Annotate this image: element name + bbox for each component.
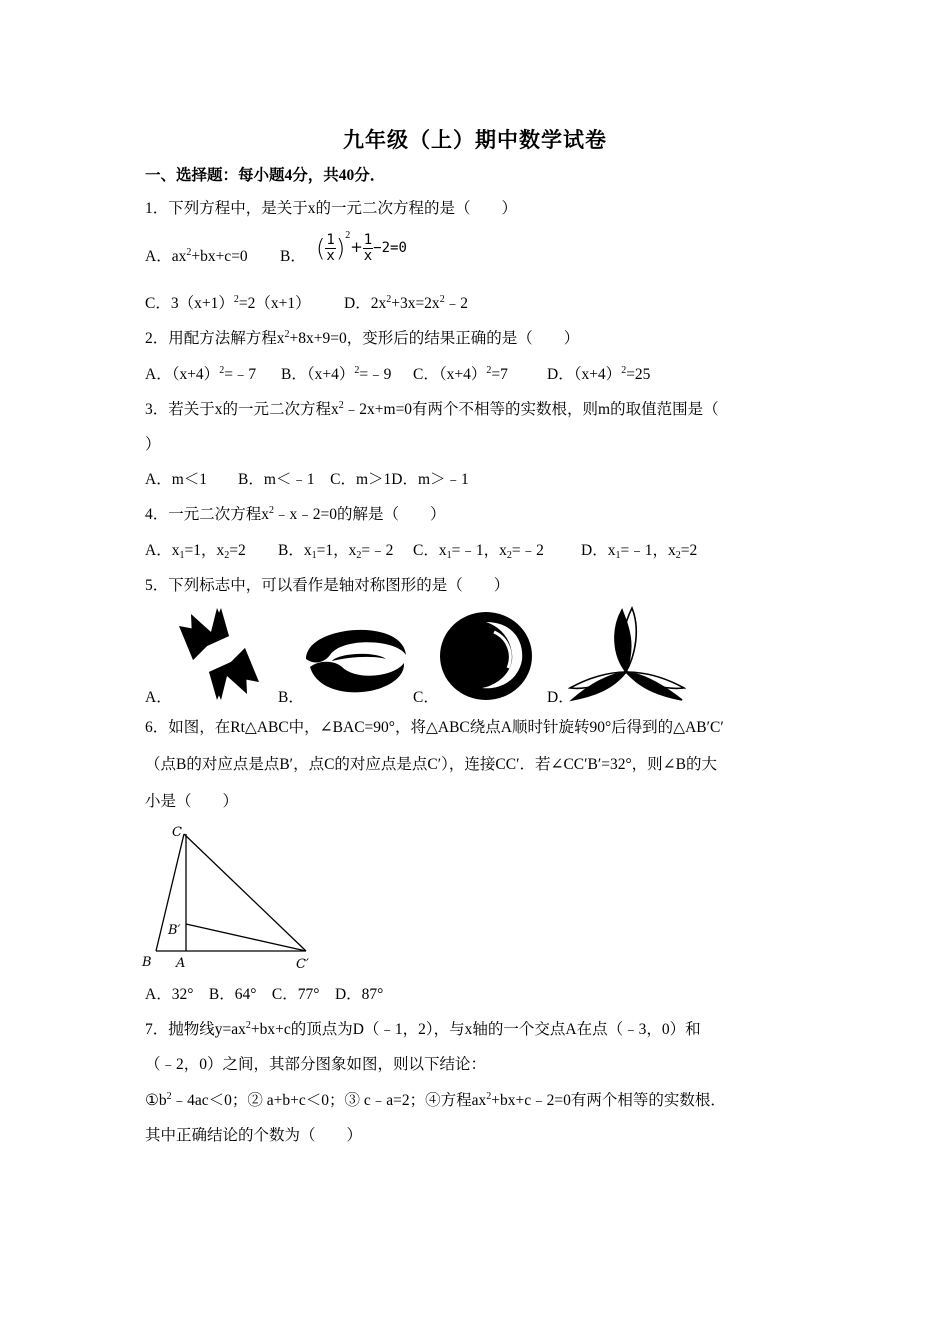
section-heading: 一、选择题：每小题4分，共40分． [145, 167, 386, 184]
q2-option-d: D．$(x+4)^2=25$ [547, 365, 651, 383]
q4-stem: 4．一元二次方程$x^2﹣x﹣2=0$的解是（ ） [145, 505, 446, 523]
fig-label-b: B [142, 955, 152, 970]
q2-option-c: C．$(x+4)^2=7$ [413, 365, 508, 383]
q7-line1: 7．抛物线$y=ax^2+bx+c$的顶点为D（﹣1，2），与x轴的一个交点A在点（﹣3，0）和 [145, 1020, 701, 1038]
q6-triangle-figure [138, 820, 328, 978]
fig-label-c-prime: C′ [296, 957, 309, 972]
fig-label-a: A [176, 956, 186, 971]
logo-a-star-pinwheel-icon [170, 605, 268, 703]
q1-option-c: C．$3(x+1)^2=2(x+1)$ [145, 294, 311, 312]
logo-b-crescents-icon [302, 615, 408, 705]
q5-label-b: B． [278, 689, 304, 706]
logo-c-eye-icon [438, 610, 534, 702]
q5-label-d: D． [547, 689, 574, 706]
q6-line2: （点B的对应点是点B′，点C的对应点是点C′），连接CC′．若∠CC′B′=32°，则∠B的大 [145, 756, 718, 773]
q6-options: A．32° B．64° C．77° D．87° [145, 986, 384, 1003]
q7-line4: 其中正确结论的个数为（ ） [145, 1127, 363, 1144]
q4-option-a: A．$x_1=1$，$x_2=2$ [145, 542, 246, 561]
q2-stem: 2．用配方法解方程$x^2+8x+9=0$，变形后的结果正确的是（ ） [145, 329, 580, 347]
fig-label-b-prime: B′ [168, 923, 181, 938]
q5-label-c: C． [413, 689, 439, 706]
q7-line2: （﹣2，0）之间，其部分图象如图，则以下结论： [145, 1056, 487, 1073]
q4-option-d: D．$x_1=﹣1$，$x_2=2$ [581, 542, 698, 561]
q1-option-d: D．$2x^2+3x=2x^2﹣2$ [344, 294, 468, 312]
q3-options: A．m＜1 B．m＜﹣1 C．m＞1D．m＞﹣1 [145, 471, 469, 488]
q6-line1: 6．如图，在Rt△ABC中，∠BAC=90°，将△ABC绕点A顺时针旋转90°后得到的△AB′C′ [145, 719, 724, 736]
q1-option-b-label: B． [280, 248, 306, 265]
q4-option-c: C．$x_1=﹣1$，$x_2=﹣2$ [413, 542, 544, 561]
q1-stem: 1．下列方程中，是关于x的一元二次方程的是（ ） [145, 200, 518, 217]
q5-stem: 5．下列标志中，可以看作是轴对称图形的是（ ） [145, 577, 510, 594]
q3-stem: 3．若关于x的一元二次方程$x^2﹣2x+m=0$有两个不相等的实数根，则m的取值范围是（ [145, 400, 719, 418]
q6-line3: 小是（ ） [145, 793, 239, 810]
q7-line3: $①b^2﹣4ac<0$；② a+b+c＜0；③ c﹣a=2；④方程$ax^2+bx+c﹣2=0$有两个相等的实数根． [145, 1091, 726, 1109]
q3-stem-cont: ） [145, 436, 161, 453]
q5-label-a: A． [145, 689, 172, 706]
q1-option-a: A．$ax^2+bx+c=0$ [145, 247, 248, 265]
logo-d-three-petals-icon [568, 604, 686, 704]
q2-option-a: A．$(x+4)^2=﹣7$ [145, 365, 257, 383]
q1-option-b-formula: ( $\frac{1}{x}$ )$^2$+ $\frac{1}{x}$ −2=0 [316, 230, 407, 264]
page-title: 九年级（上）期中数学试卷 [343, 128, 607, 152]
q2-option-b: B．$(x+4)^2=﹣9$ [281, 365, 392, 383]
q4-option-b: B．$x_1=1$，$x_2=﹣2$ [278, 542, 394, 561]
fig-label-c: C [172, 825, 182, 840]
